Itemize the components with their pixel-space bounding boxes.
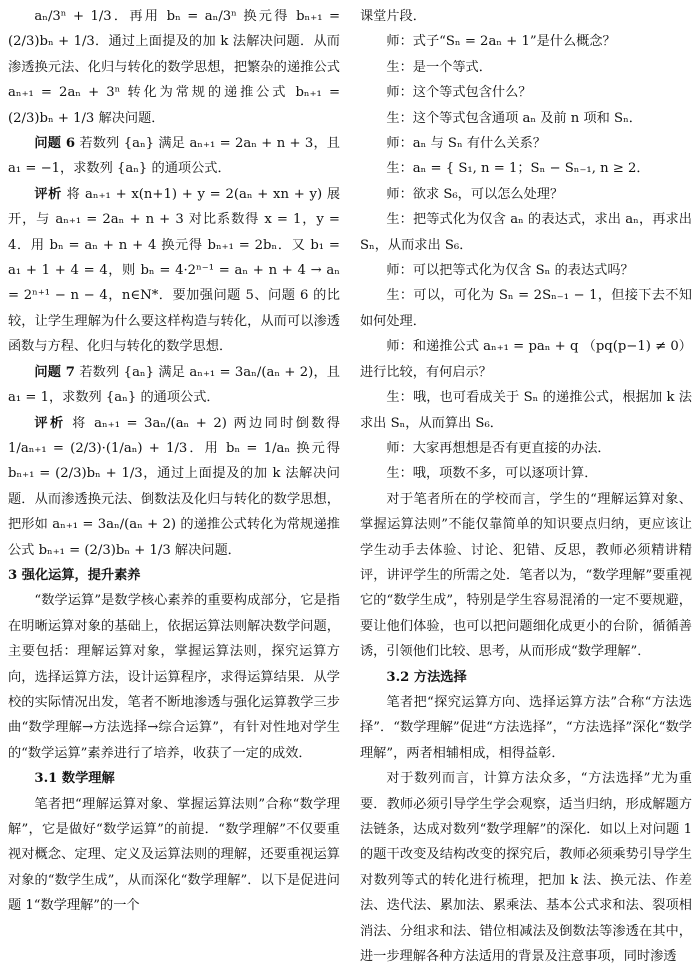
paragraph-text: aₙ/3ⁿ + 1/3．再用 bₙ = aₙ/3ⁿ 换元得 bₙ₊₁ = (2/3)bₙ + 1/3．通过上面提及的加 k 法解决问题．从而渗透换元法、化归与转化的数学思想，把繁杂的递推公式 aₙ₊₁ = 2aₙ + 3ⁿ 转化为常规的递推公式 bₙ₊₁ = (2/3)bₙ + 1/3 解决问题． — [8, 9, 340, 126]
paragraph-text: 笔者把“理解运算对象、掌握运算法则”合称“数学理解”，它是做好“数学运算”的前提．“数学理解”不仅要重视对概念、定理、定义及运算法则的理解，还要重视运算对象的“数学生成”，从而深化“数学理解”．以下是促进问题 1“数学理解”的一个 — [8, 796, 340, 914]
paragraph-text: 对于笔者所在的学校而言，学生的“理解运算对象、掌握运算法则”不能仅靠简单的知识要点归纳，更应该让学生动手去体验、讨论、犯错、反思，教师必须精讲精评，讲评学生的所需之处．笔者以为，“数学理解”要重视它的“数学生成”，特别是学生容易混淆的一定不要规避，要让他们体验，也可以把问题细化成更小的台阶，循循善诱，引领他们比较、思考，从而形成“数学理解”． — [360, 491, 692, 660]
paragraph-text: 若数列 {aₙ} 满足 aₙ₊₁ = 2aₙ + n + 3，且 a₁ = −1，求数列 {aₙ} 的通项公式． — [8, 136, 340, 177]
paragraph-text: 师：欲求 S₆，可以怎么处理？ — [386, 186, 564, 202]
subsection-heading: 3.1 数学理解 — [34, 771, 115, 787]
paragraph-text: 师：式子“Sₙ = 2aₙ + 1”是什么概念？ — [386, 34, 616, 50]
paragraph-label: 评析 — [34, 415, 66, 431]
paragraph — [360, 182, 692, 207]
paragraph-text: 生：是一个等式． — [386, 59, 492, 75]
paragraph-text: 生：哦，项数不多，可以逐项计算． — [386, 466, 598, 482]
paragraph — [360, 334, 692, 385]
paragraph — [360, 131, 692, 156]
paragraph-text: 课堂片段． — [360, 9, 426, 24]
paragraph-text: 生：可以，可化为 Sₙ = 2Sₙ₋₁ − 1，但接下去不知如何处理． — [360, 288, 692, 329]
paragraph-text: 若数列 {aₙ} 满足 aₙ₊₁ = 3aₙ/(aₙ + 2)，且 a₁ = 1，求数列 {aₙ} 的通项公式． — [8, 364, 340, 406]
paragraph-text: 师：可以把等式化为仅含 Sₙ 的表达式吗？ — [386, 263, 634, 279]
paragraph-text: 师：大家再想想是否有更直接的办法． — [386, 440, 611, 456]
paragraph-text: 生：把等式化为仅含 aₙ 的表达式，求出 aₙ，再求出 Sₙ，从而求出 S₆． — [360, 212, 692, 253]
right-column — [360, 4, 692, 969]
paragraph-label: 问题 7 — [34, 364, 75, 380]
paragraph — [360, 106, 692, 131]
paragraph-text: 生：aₙ = { S₁, n = 1；Sₙ − Sₙ₋₁, n ≥ 2． — [386, 161, 650, 177]
paragraph-text: 将 aₙ₊₁ + x(n+1) + y = 2(aₙ + xn + y) 展开，与 aₙ₊₁ = 2aₙ + n + 3 对比系数得 x = 1，y = 4．用 bₙ = aₙ + n + 4 换元得 bₙ₊₁ = 2bₙ．又 b₁ = a₁ + 1 + 4 = 4，则 bₙ = 4·2ⁿ⁻¹ = aₙ + n + 4 → aₙ = 2ⁿ⁺¹ − n − 4，n∈N*．要加强问题 5、问题 6 的比较，让学生理解为什么要这样构造与转化，从而可以渗透函数与方程、化归与转化的数学思想． — [8, 186, 341, 355]
paragraph — [8, 792, 340, 919]
paragraph — [360, 4, 692, 29]
paragraph-label: 问题 6 — [34, 136, 75, 152]
paragraph — [8, 360, 340, 411]
paragraph-text: 师：和递推公式 aₙ₊₁ = paₙ + q （pq(p−1) ≠ 0）进行比较，有何启示？ — [360, 339, 692, 380]
paragraph — [360, 80, 692, 105]
paragraph-label: 评析 — [34, 186, 62, 202]
paragraph — [8, 588, 340, 766]
paragraph — [360, 766, 692, 969]
paragraph-text: 生：这个等式包含通项 aₙ 及前 n 项和 Sₙ． — [386, 110, 642, 126]
paragraph — [360, 29, 692, 54]
paragraph — [360, 283, 692, 334]
paragraph — [8, 411, 340, 563]
paragraph — [360, 156, 692, 181]
paragraph — [360, 690, 692, 766]
paragraph-text: “数学运算”是数学核心素养的重要构成部分，它是指在明晰运算对象的基础上，依据运算法则解决数学问题，主要包括：理解运算对象，掌握运算法则，探究运算方向，选择运算方法，设计运算程序，求得运算结果．从学校的实际情况出发，笔者不断地渗透与强化运算教学三步曲“数学理解→方法选择→综合运算”，有针对性地对学生的“数学运算”素养进行了培养，收获了一定的成效． — [8, 593, 340, 761]
paragraph-text: 师：这个等式包含什么？ — [386, 85, 532, 101]
left-column — [8, 4, 340, 919]
paragraph — [360, 385, 692, 436]
paragraph — [360, 461, 692, 486]
paragraph — [360, 55, 692, 80]
paragraph-text: 对于数列而言，计算方法众多，“方法选择”尤为重要．教师必须引导学生学会观察，适当归纳，形成解题方法链条，达成对数列“数学理解”的深化．如以上对问题 1 的题干改变及结构改变的探究后，教师必须乘势引导学生对数列等式的转化进行梳理，把加 k 法、换元法、作差法、迭代法、累加法、累乘法、基本公式求和法、裂项相消法、分组求和法、错位相减法及倒数法等渗透在其中，进一步理解各种方法适用的背景及注意事项，同时渗透 — [360, 771, 692, 965]
subsection-heading: 3.2 方法选择 — [386, 669, 467, 685]
paragraph — [8, 182, 340, 360]
paragraph — [360, 258, 692, 283]
paragraph — [360, 207, 692, 258]
paragraph — [8, 131, 340, 182]
paragraph — [360, 436, 692, 461]
paragraph-text: 将 aₙ₊₁ = 3aₙ/(aₙ + 2) 两边同时倒数得 1/aₙ₊₁ = (2/3)·(1/aₙ) + 1/3．用 bₙ = 1/aₙ 换元得 bₙ₊₁ = (2/3)bₙ + 1/3，通过上面提及的加 k 法解决问题．从而渗透换元法、倒数法及化归与转化的数学思想，把形如 aₙ₊₁ = 3aₙ/(aₙ + 2) 的递推公式转化为常规递推公式 bₙ₊₁ = (2/3)bₙ + 1/3 解决问题． — [8, 415, 340, 558]
section-heading: 3 强化运算，提升素养 — [8, 567, 141, 583]
paragraph-text: 师：aₙ 与 Sₙ 有什么关系？ — [386, 136, 546, 152]
paragraph-text: 生：哦，也可看成关于 Sₙ 的递推公式，根据加 k 法求出 Sₙ，从而算出 S₆． — [360, 390, 692, 431]
paragraph — [360, 487, 692, 665]
paragraph — [8, 4, 340, 131]
paragraph-text: 笔者把“探究运算方向、选择运算方法”合称“方法选择”．“数学理解”促进“方法选择”，“方法选择”深化“数学理解”，两者相辅相成，相得益彰． — [360, 694, 692, 761]
